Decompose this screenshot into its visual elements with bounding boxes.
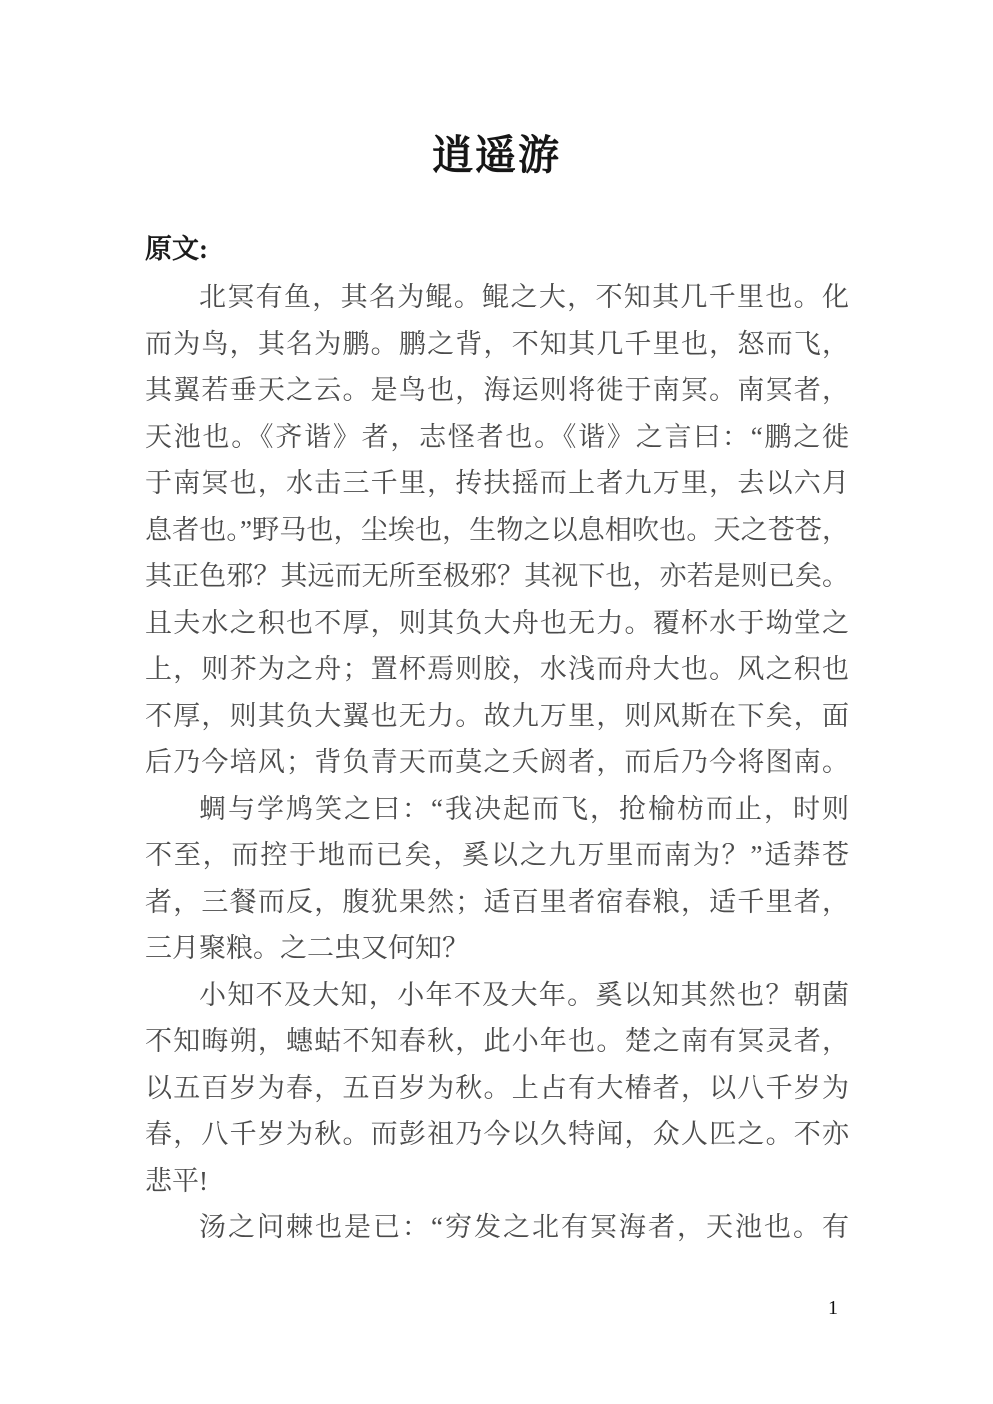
text-line: 不知晦朔，蟪蛄不知春秋，此小年也。楚之南有冥灵者，: [145, 1026, 849, 1056]
text-line: 而为鸟，其名为鹏。鹏之背，不知其几千里也，怒而飞，: [145, 328, 849, 359]
text-line: 蜩与学鸠笑之曰：“我决起而飞，抢榆枋而止，时则: [199, 793, 849, 824]
document-body: [145, 274, 849, 1251]
text-line: 不厚，则其负大翼也无力。故九万里，则风斯在下矣，面: [145, 700, 849, 731]
text-line: 其翼若垂天之云。是鸟也，海运则将徙于南冥。南冥者，: [145, 375, 849, 405]
text-line: 后乃今培风；背负青天而莫之夭阏者，而后乃今将图南。: [145, 747, 849, 777]
section-label: 原文:: [145, 234, 208, 264]
text-line: 息者也。”野马也，尘埃也，生物之以息相吹也。天之苍苍，: [145, 514, 849, 545]
text-line: 上，则芥为之舟；置杯焉则胶，水浅而舟大也。风之积也: [145, 654, 849, 684]
text-line: 于南冥也，水击三千里，抟扶摇而上者九万里，去以六月: [145, 468, 849, 498]
text-line: 以五百岁为春，五百岁为秋。上占有大椿者，以八千岁为: [145, 1072, 849, 1103]
text-line: 汤之问棘也是已：“穷发之北有冥海者，天池也。有: [199, 1212, 849, 1242]
text-line: 春，八千岁为秋。而彭祖乃今以久特闻，众人匹之。不亦: [145, 1119, 849, 1149]
text-line: 小知不及大知，小年不及大年。奚以知其然也？朝菌: [199, 979, 849, 1010]
text-line: 三月聚粮。之二虫又何知？: [145, 933, 469, 963]
text-line: 不至，而控于地而已矣，奚以之九万里而南为？”适莽苍: [145, 840, 849, 870]
text-line: 者，三餐而反，腹犹果然；适百里者宿春粮，适千里者，: [145, 886, 849, 917]
text-line: 天池也。《齐谐》者，志怪者也。《谐》之言曰：“鹏之徙: [145, 421, 849, 452]
page-number: 1: [828, 1297, 838, 1319]
text-line: 且夫水之积也不厚，则其负大舟也无力。覆杯水于坳堂之: [145, 607, 849, 638]
text-line: 北冥有鱼，其名为鲲。鲲之大，不知其几千里也。化: [199, 282, 849, 312]
text-line: 其正色邪？其远而无所至极邪？其视下也，亦若是则已矣。: [145, 561, 849, 591]
page-title: 逍遥游: [432, 132, 561, 178]
text-line: 悲平!: [145, 1165, 208, 1196]
